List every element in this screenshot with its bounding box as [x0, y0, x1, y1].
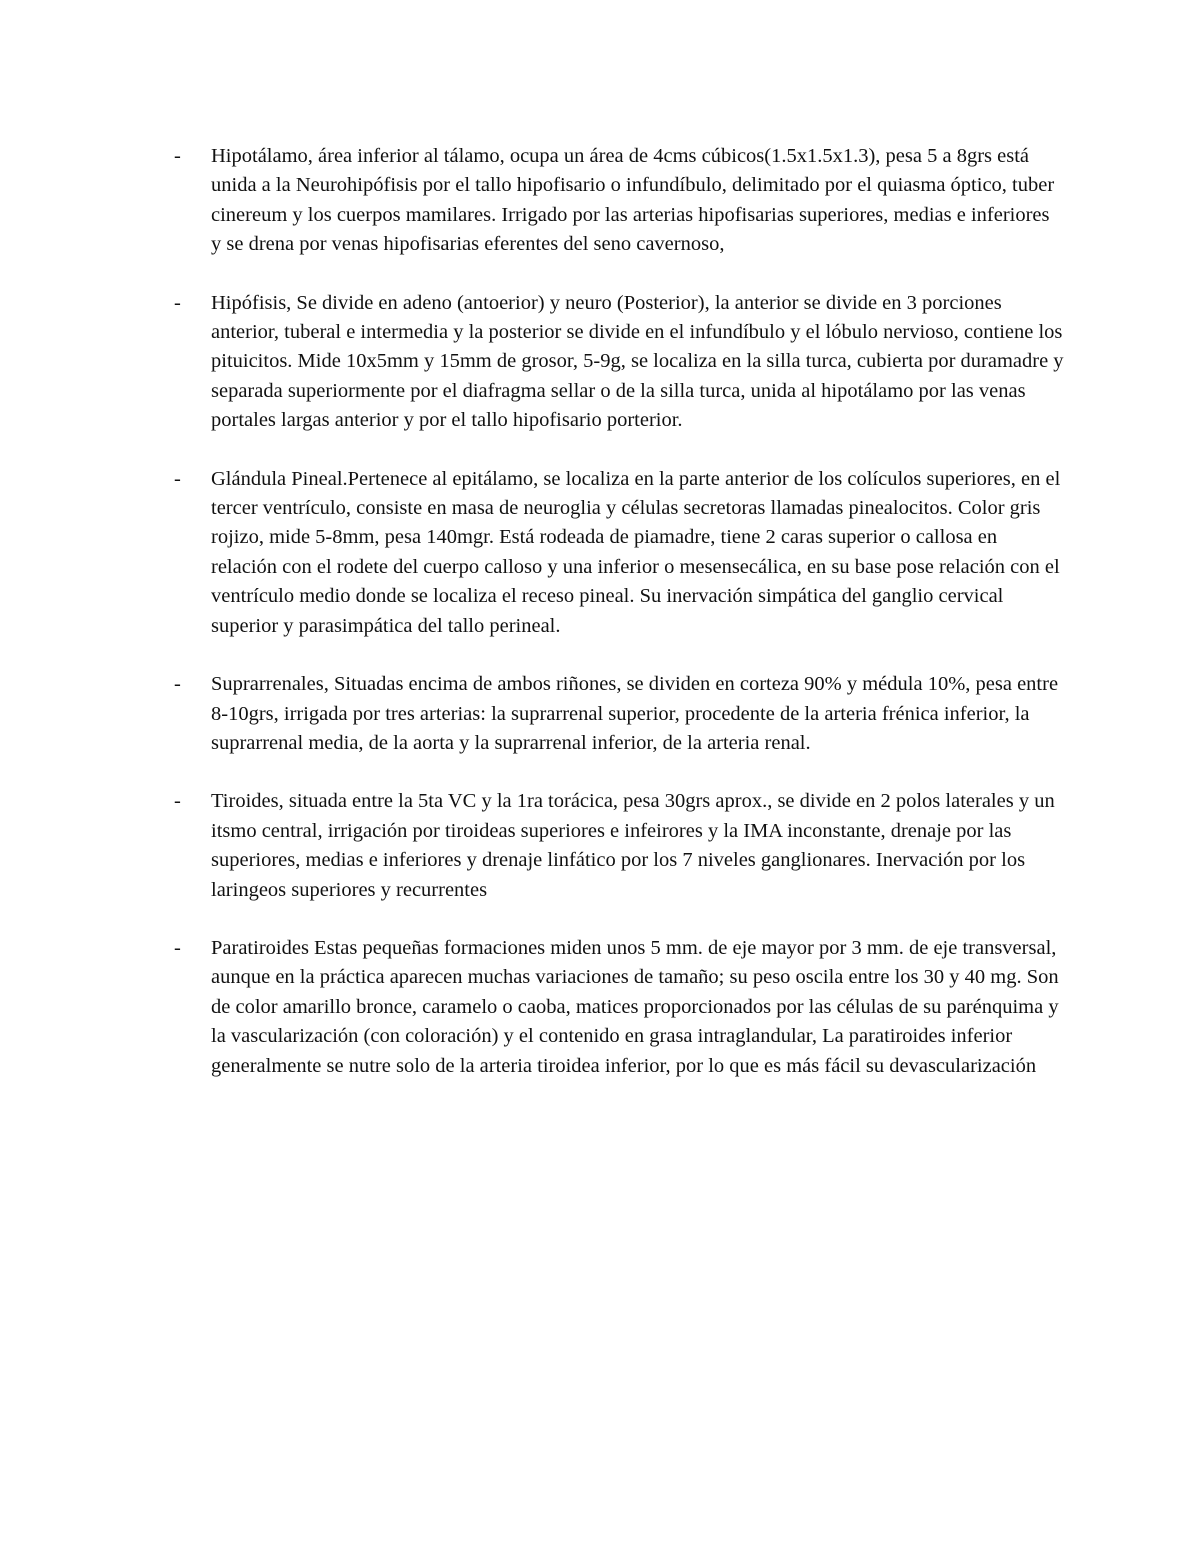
list-bullet: -: [174, 673, 181, 696]
list-item-hipotalamo: [174, 142, 1064, 260]
list-bullet: -: [174, 936, 181, 959]
list-item-text: Hipotálamo, área inferior al tálamo, ocupa un área de 4cms cúbicos(1.5x1.5x1.3), pesa 5 a 8grs está unida a la Neurohipófisis por el tallo hipofisario o infundíbulo, delimitado por el quiasma óptico, tuber cinereum y los cuerpos mamilares. Irrigado por las arterias hipofisarias superiores, medias e inferiores y se drena por venas hipofisarias eferentes del seno cavernoso,: [211, 145, 1055, 256]
list-item-paratiroides: [174, 934, 1064, 1081]
list-item-text: Hipófisis, Se divide en adeno (antoerior) y neuro (Posterior), la anterior se divide en 3 porciones anterior, tuberal e intermedia y la posterior se divide en el infundíbulo y el lóbulo nervioso, contiene los pituicitos. Mide 10x5mm y 15mm de grosor, 5-9g, se localiza en la silla turca, cubierta por duramadre y separada superiormente por el diafragma sellar o de la silla turca, unida al hipotálamo por las venas portales largas anterior y por el tallo hipofisario porterior.: [211, 291, 1064, 432]
list-bullet: -: [174, 467, 181, 490]
list-item-text: Glándula Pineal.Pertenece al epitálamo, se localiza en la parte anterior de los colículos superiores, en el tercer ventrículo, consiste en masa de neuroglia y células secretoras llamadas pinealocitos. Color gris rojizo, mide 5-8mm, pesa 140mgr. Está rodeada de piamadre, tiene 2 caras superior o callosa en relación con el rodete del cuerpo calloso y una inferior o mesensecálica, en su base pose relación con el ventrículo medio donde se localiza el receso pineal. Su inervación simpática del ganglio cervical superior y parasimpática del tallo perineal.: [211, 467, 1061, 637]
list-item-text: Paratiroides Estas pequeñas formaciones miden unos 5 mm. de eje mayor por 3 mm. de eje transversal, aunque en la práctica aparecen muchas variaciones de tamaño; su peso oscila entre los 30 y 40 mg. Son de color amarillo bronce, caramelo o caoba, matices proporcionados por las células de su parénquima y la vascularización (con coloración) y el contenido en grasa intraglandular, La paratiroides inferior generalmente se nutre solo de la arteria tiroidea inferior, por lo que es más fácil su devascularización: [211, 936, 1059, 1077]
list-item-text: Tiroides, situada entre la 5ta VC y la 1ra torácica, pesa 30grs aprox., se divide en 2 polos laterales y un itsmo central, irrigación por tiroideas superiores e infeirores y la IMA inconstante, drenaje por las superiores, medias e inferiores y drenaje linfático por los 7 niveles ganglionares. Inervación por los laringeos superiores y recurrentes: [211, 790, 1055, 901]
bullet-list: [174, 142, 1064, 1110]
list-item-suprarrenales: [174, 670, 1064, 758]
list-item-glandula-pineal: [174, 465, 1064, 641]
list-item-hipofisis: [174, 289, 1064, 436]
list-item-text: Suprarrenales, Situadas encima de ambos riñones, se dividen en corteza 90% y médula 10%, pesa entre 8-10grs, irrigada por tres arterias: la suprarrenal superior, procedente de la arteria frénica inferior, la suprarrenal media, de la aorta y la suprarrenal inferior, de la arteria renal.: [211, 673, 1059, 754]
list-bullet: -: [174, 790, 181, 813]
list-item-tiroides: [174, 787, 1064, 905]
list-bullet: -: [174, 145, 181, 167]
list-bullet: -: [174, 291, 181, 314]
